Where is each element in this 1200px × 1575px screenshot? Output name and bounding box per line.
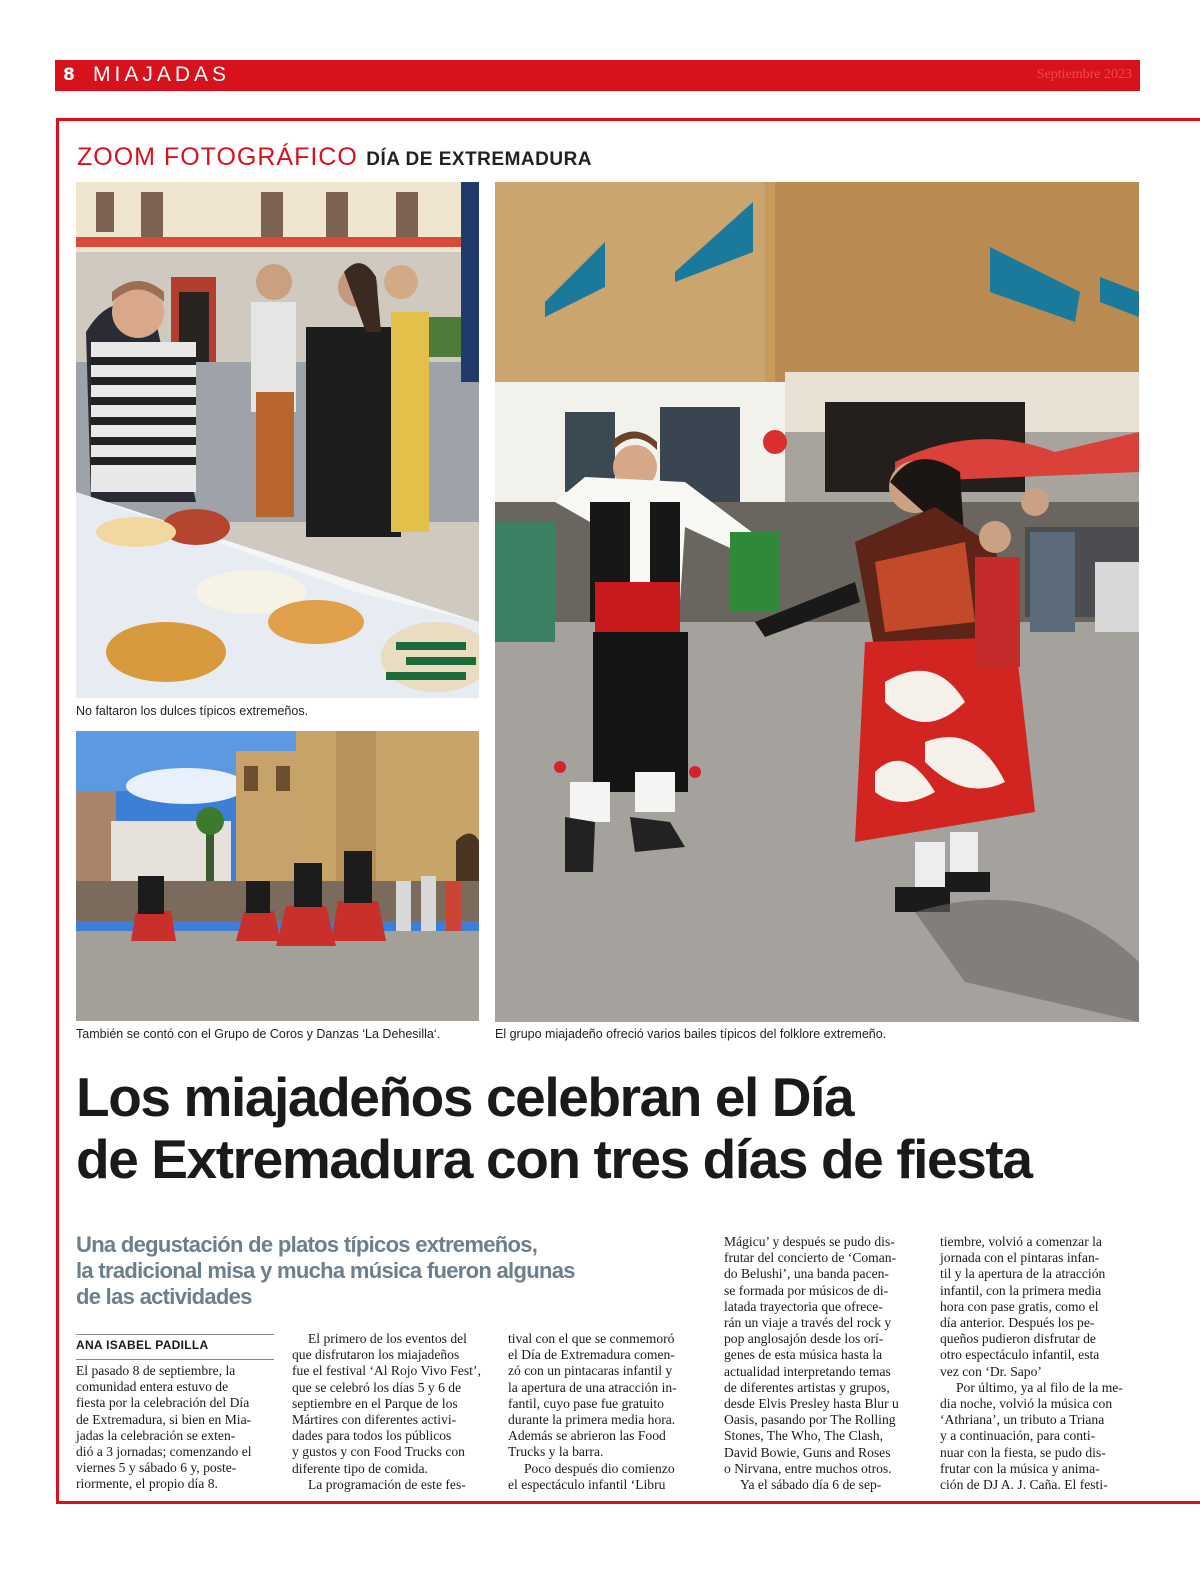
body-line: til y la apertura de la atracción xyxy=(940,1266,1106,1282)
body-line: diferente tipo de comida. xyxy=(292,1460,428,1476)
article-subhead xyxy=(76,1232,636,1310)
caption-choir: También se contó con el Grupo de Coros y Danzas ‘La Dehesilla‘. xyxy=(76,1027,441,1041)
body-line: Stones, The Who, The Clash, xyxy=(724,1428,883,1444)
body-line: Por último, ya al filo de la me- xyxy=(956,1379,1123,1395)
body-line: nuar con la fiesta, se pudo dis- xyxy=(940,1444,1106,1460)
subhead-line-2: la tradicional misa y mucha música fueron algunas xyxy=(76,1258,575,1283)
body-line: tival con el que se conmemoró xyxy=(508,1331,675,1346)
body-line: Ya el sábado día 6 de sep- xyxy=(740,1477,882,1493)
body-line: y a continuación, para conti- xyxy=(940,1428,1096,1444)
body-line: desde Elvis Presley hasta Blur u xyxy=(724,1396,899,1412)
body-line: do Belushi’, una banda pacen- xyxy=(724,1266,889,1282)
body-line: tiembre, volvió a comenzar la xyxy=(940,1234,1102,1249)
subhead-line-1: Una degustación de platos típicos extremeños, xyxy=(76,1232,538,1257)
body-line: El pasado 8 de septiembre, la xyxy=(76,1363,236,1378)
body-line: se formada por músicos de di- xyxy=(724,1282,889,1298)
body-line: la apertura de una atracción in- xyxy=(508,1379,677,1395)
byline-rule xyxy=(76,1334,274,1335)
subhead-line-3: de las actividades xyxy=(76,1284,252,1309)
body-line: ‘Athriana’, un tributo a Triana xyxy=(940,1412,1105,1428)
body-line: que disfrutaron los miajadeños xyxy=(292,1347,460,1363)
body-line: latada trayectoria que ofrece- xyxy=(724,1298,883,1314)
body-column-3 xyxy=(508,1331,677,1493)
body-line: infantil, con la primera media xyxy=(940,1282,1102,1298)
body-line: frutar con la música y anima- xyxy=(940,1460,1100,1476)
body-line: Mártires con diferentes activi- xyxy=(292,1412,457,1428)
body-line: David Bowie, Guns and Roses xyxy=(724,1444,891,1460)
caption-dancers: El grupo miajadeño ofreció varios bailes típicos del folklore extremeño. xyxy=(495,1027,887,1041)
body-line: fantil, cuyo pase fue gratuito xyxy=(508,1395,664,1411)
headline-line-2: de Extremadura con tres días de fiesta xyxy=(76,1128,1032,1190)
feature-kicker: ZOOM FOTOGRÁFICO xyxy=(77,143,358,171)
body-line: de diferentes artistas y grupos, xyxy=(724,1379,890,1395)
body-line: Mágicu’ y después se pudo dis- xyxy=(724,1234,895,1249)
body-line: jornada con el pintaras infan- xyxy=(940,1250,1100,1266)
section-name: MIAJADAS xyxy=(93,63,231,86)
page-number: 8 xyxy=(63,65,75,85)
body-line: Trucks y la barra. xyxy=(508,1444,604,1460)
issue-date: Septiembre 2023 xyxy=(1036,67,1132,82)
body-line: Oasis, pasando por The Rolling xyxy=(724,1412,896,1428)
byline: ANA ISABEL PADILLA xyxy=(76,1338,209,1352)
photo-dancers xyxy=(495,182,1139,1022)
body-line: La programación de este fes- xyxy=(308,1476,466,1492)
article-headline xyxy=(76,1066,1146,1190)
body-line: durante la primera media hora. xyxy=(508,1412,676,1428)
byline-rule xyxy=(76,1359,274,1360)
body-line: día anterior. Después los pe- xyxy=(940,1315,1095,1331)
body-line: actualidad interpretando temas xyxy=(724,1363,891,1379)
body-line: queños pudieron disfrutar de xyxy=(940,1331,1096,1347)
body-column-4 xyxy=(724,1234,899,1493)
section-header-bar xyxy=(55,60,1140,91)
body-line: el Día de Extremadura comen- xyxy=(508,1347,675,1363)
body-line: dades para todos los públicos xyxy=(292,1428,452,1444)
body-line: dia noche, volvió la música con xyxy=(940,1396,1113,1412)
body-line: jadas la celebración se exten- xyxy=(76,1427,236,1443)
body-line: genes de esta música hasta la xyxy=(724,1347,883,1363)
body-line: otro espectáculo infantil, esta xyxy=(940,1347,1100,1363)
caption-sweets: No faltaron los dulces típicos extremeños. xyxy=(76,704,309,718)
body-line: hora con pase gratis, como el xyxy=(940,1298,1099,1314)
body-column-1 xyxy=(76,1363,252,1493)
body-line: fiesta por la celebración del Día xyxy=(76,1395,250,1411)
body-line: frutar del concierto de ‘Coman- xyxy=(724,1250,897,1266)
body-column-5 xyxy=(940,1234,1123,1493)
body-line: Poco después dio comienzo xyxy=(524,1460,675,1476)
body-line: comunidad entera estuvo de xyxy=(76,1379,229,1395)
body-line: El primero de los eventos del xyxy=(308,1331,467,1346)
headline-line-1: Los miajadeños celebran el Día xyxy=(76,1066,854,1128)
body-line: el espectáculo infantil ‘Libru xyxy=(508,1476,666,1492)
body-line: septiembre en el Parque de los xyxy=(292,1395,458,1411)
body-line: viernes 5 y sábado 6 y, poste- xyxy=(76,1460,237,1476)
body-line: riormente, el propio día 8. xyxy=(76,1476,218,1492)
body-line: fue el festival ‘Al Rojo Vivo Fest’, xyxy=(292,1363,481,1379)
photo-sweets xyxy=(76,182,479,698)
body-line: rán un viaje a través del rock y xyxy=(724,1315,892,1331)
body-line: pop anglosajón desde los orí- xyxy=(724,1331,884,1347)
body-line: y gustos y con Food Trucks con xyxy=(292,1444,465,1460)
feature-topic: DÍA DE EXTREMADURA xyxy=(366,149,593,170)
body-line: ción de DJ A. J. Caña. El festi- xyxy=(940,1477,1108,1493)
body-line: Además se abrieron las Food xyxy=(508,1428,666,1444)
body-line: que se celebró los días 5 y 6 de xyxy=(292,1379,462,1395)
body-column-2 xyxy=(292,1331,481,1493)
body-line: dió a 3 jornadas; comenzando el xyxy=(76,1444,252,1460)
body-line: de Extremadura, si bien en Mia- xyxy=(76,1411,252,1427)
body-line: o Nirvana, entre muchos otros. xyxy=(724,1460,892,1476)
photo-choir-group xyxy=(76,731,479,1021)
body-line: zó con un pintacaras infantil y xyxy=(508,1363,673,1379)
body-line: vez con ‘Dr. Sapo’ xyxy=(940,1363,1042,1379)
feature-title xyxy=(77,143,592,172)
